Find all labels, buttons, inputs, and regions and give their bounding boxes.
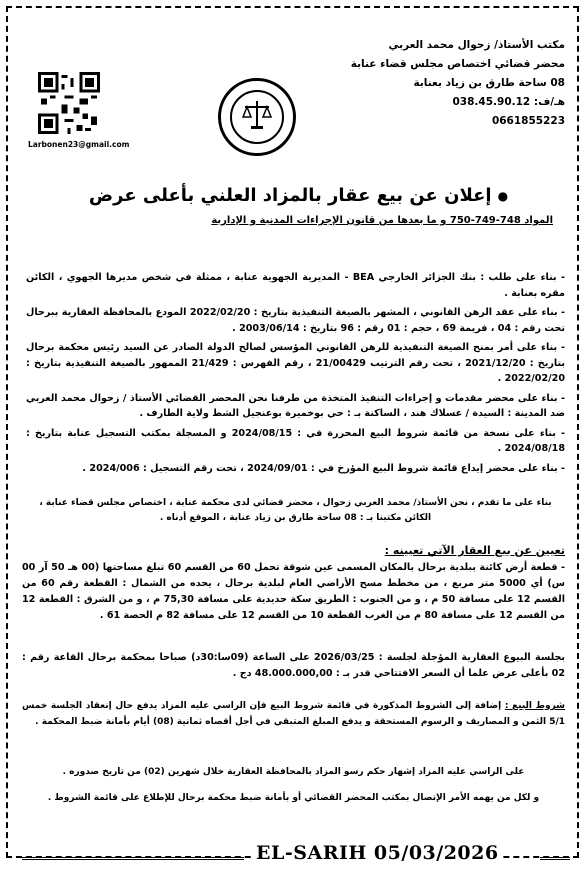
registration-notice: على الراسي عليه المزاد إشهار حكم رسو المزاد بالمحافظة العقارية خلال شهرين (02) من تاريخ صدوره . bbox=[62, 767, 525, 777]
recital-paragraph: - بناء على عقد الرهن القانوني ، المشهر بالصيغة التنفيذية بتاريخ : 2022/02/20 المودع بالمحافظة العقارية ببرحال تحت رقم : 04 ، فريمة 69 ، حجم : 01 رقم : 96 بتاريخ : 2003/06/14 . bbox=[26, 307, 565, 334]
recital-paragraph: - بناء على محضر مقدمات و إجراءات التنفيذ المتخذة من طرفنا نحن المحضر القضائي الأستاذ / زحوال محمد العربي ضد المدينة : السيدة / عسلاك هند ، الساكنة بـ : حي بوخميرة بوعنجيل الشط ولاية الطارف . bbox=[26, 392, 565, 419]
office-name: مكتب الأستاذ/ زحوال محمد العربي bbox=[388, 39, 565, 51]
recital-paragraph: - بناء على طلب : بنك الجزائر الخارجي BEA - المديرية الجهوية عنابة ، ممثلة في شخص مديرها الجهوي ، الكائن مقره بعنابة . bbox=[26, 272, 565, 299]
property-description: - قطعة أرض كائنة ببلدية برحال بالمكان المسمى عين شوقة تحمل 60 من القسم 60 تبلغ مساحتها (00 هـ 50 آر 00 س) أي 5000 متر مربع ، من مخطط مسح الأراضي العام لبلدية برحال ، يحده من الشمال : القطعة رقم 60 من القسم 12 على مسافة 50 م ، و من الجنوب : الطريق سكة حديدية على مسافة 75,30 م ، و من الشرق : القطعة 12 من القسم 12 على مسافة 80 م من الغرب القطعة 10 من القسم 12 على مسافة 82 م الحصة 61 . bbox=[22, 562, 566, 621]
office-role: محضر قضائي اختصاص مجلس قضاء عنابة bbox=[350, 58, 565, 70]
footer-rule bbox=[22, 857, 244, 860]
newspaper-footer: EL-SARIH 05/03/2026 bbox=[252, 842, 503, 864]
contact-notice: و لكل من يهمه الأمر الإتصال بمكتب المحضر القضائي أو بأمانة ضبط محكمة برحال للإطلاع على قائمة الشروط . bbox=[47, 793, 540, 803]
legal-reference: المواد 748-749-750 و ما بعدها من قانون الإجراءات المدنية و الإدارية bbox=[211, 215, 553, 226]
office-address: 08 ساحة طارق بن زياد بعنابة bbox=[413, 77, 565, 89]
conditions-label: شروط البيع : bbox=[504, 701, 566, 711]
footer-rule bbox=[540, 857, 570, 860]
auction-session: بجلسة البيوع العقارية المؤجلة لجلسة : 2026/03/25 على الساعة (09سا:30د) صباحا بمحكمة برحال القاعة رقم : 02 بأعلى عرض علما أن السعر الافتتاحي قدر بـ : 48.000.000,00 دج . bbox=[22, 652, 566, 679]
conditions-text: إضافة إلى الشروط المذكورة في قائمة شروط البيع فإن الراسي عليه المزاد يدفع حال إنعقاد الجلسة خمس 5/1 الثمن و المصاريف و الرسوم المستحقة و يدفع المبلغ المتبقي في أجل أقصاه ثمانية (08) أيام بأمانة ضبط المحكمة . bbox=[22, 701, 565, 727]
scales-icon bbox=[239, 97, 275, 133]
title-text: إعلان عن بيع عقار بالمزاد العلني بأعلى عرض bbox=[88, 185, 492, 206]
bullet-icon: ● bbox=[497, 189, 509, 203]
office-header bbox=[315, 36, 565, 131]
sale-conditions bbox=[22, 698, 565, 730]
recitals bbox=[26, 270, 565, 480]
qr-code-icon bbox=[38, 72, 100, 134]
office-email: Larbonen23@gmail.com bbox=[28, 140, 130, 149]
recital-paragraph: - بناء على نسخة من قائمة شروط البيع المحررة في : 2024/08/15 و المسجلة بمكتب التسجيل عنابة بتاريخ : 2024/08/18 . bbox=[26, 427, 566, 454]
office-phone: هـ/ف: 038.45.90.12 bbox=[452, 96, 565, 108]
justice-emblem bbox=[218, 78, 296, 156]
office-mobile: 0661855223 bbox=[491, 115, 565, 127]
property-section-title: تعيين عن بيع العقار الآتي تعيينه : bbox=[384, 544, 565, 557]
recital-paragraph: - بناء على محضر إيداع قائمة شروط البيع المؤرخ في : 2024/09/01 ، تحت رقم التسجيل : 2024/006 . bbox=[82, 462, 565, 474]
announcement-title bbox=[40, 185, 557, 206]
recital-paragraph: - بناء على أمر بمنح الصيغة التنفيذية للرهن القانوني المؤسس لصالح الدولة الصادر عن السيد رئيس محكمة برحال بتاريخ : 2021/12/20 ، تحت رقم الترتيب 21/00429 ، رقم الفهرس : 21/429 الممهور بالصيغة التنفيذية بتاريخ : 2022/02/20 . bbox=[26, 342, 565, 384]
bailiff-statement: بناء على ما تقدم ، نحن الأستاذ/ محمد العربي زحوال ، محضر قضائي لدى محكمة عنابة ، اختصاص مجلس قضاء عنابة ، الكائن مكتبنا بـ : 08 ساحة طارق بن زياد عنابة ، الموقع أدناه . bbox=[39, 498, 552, 523]
